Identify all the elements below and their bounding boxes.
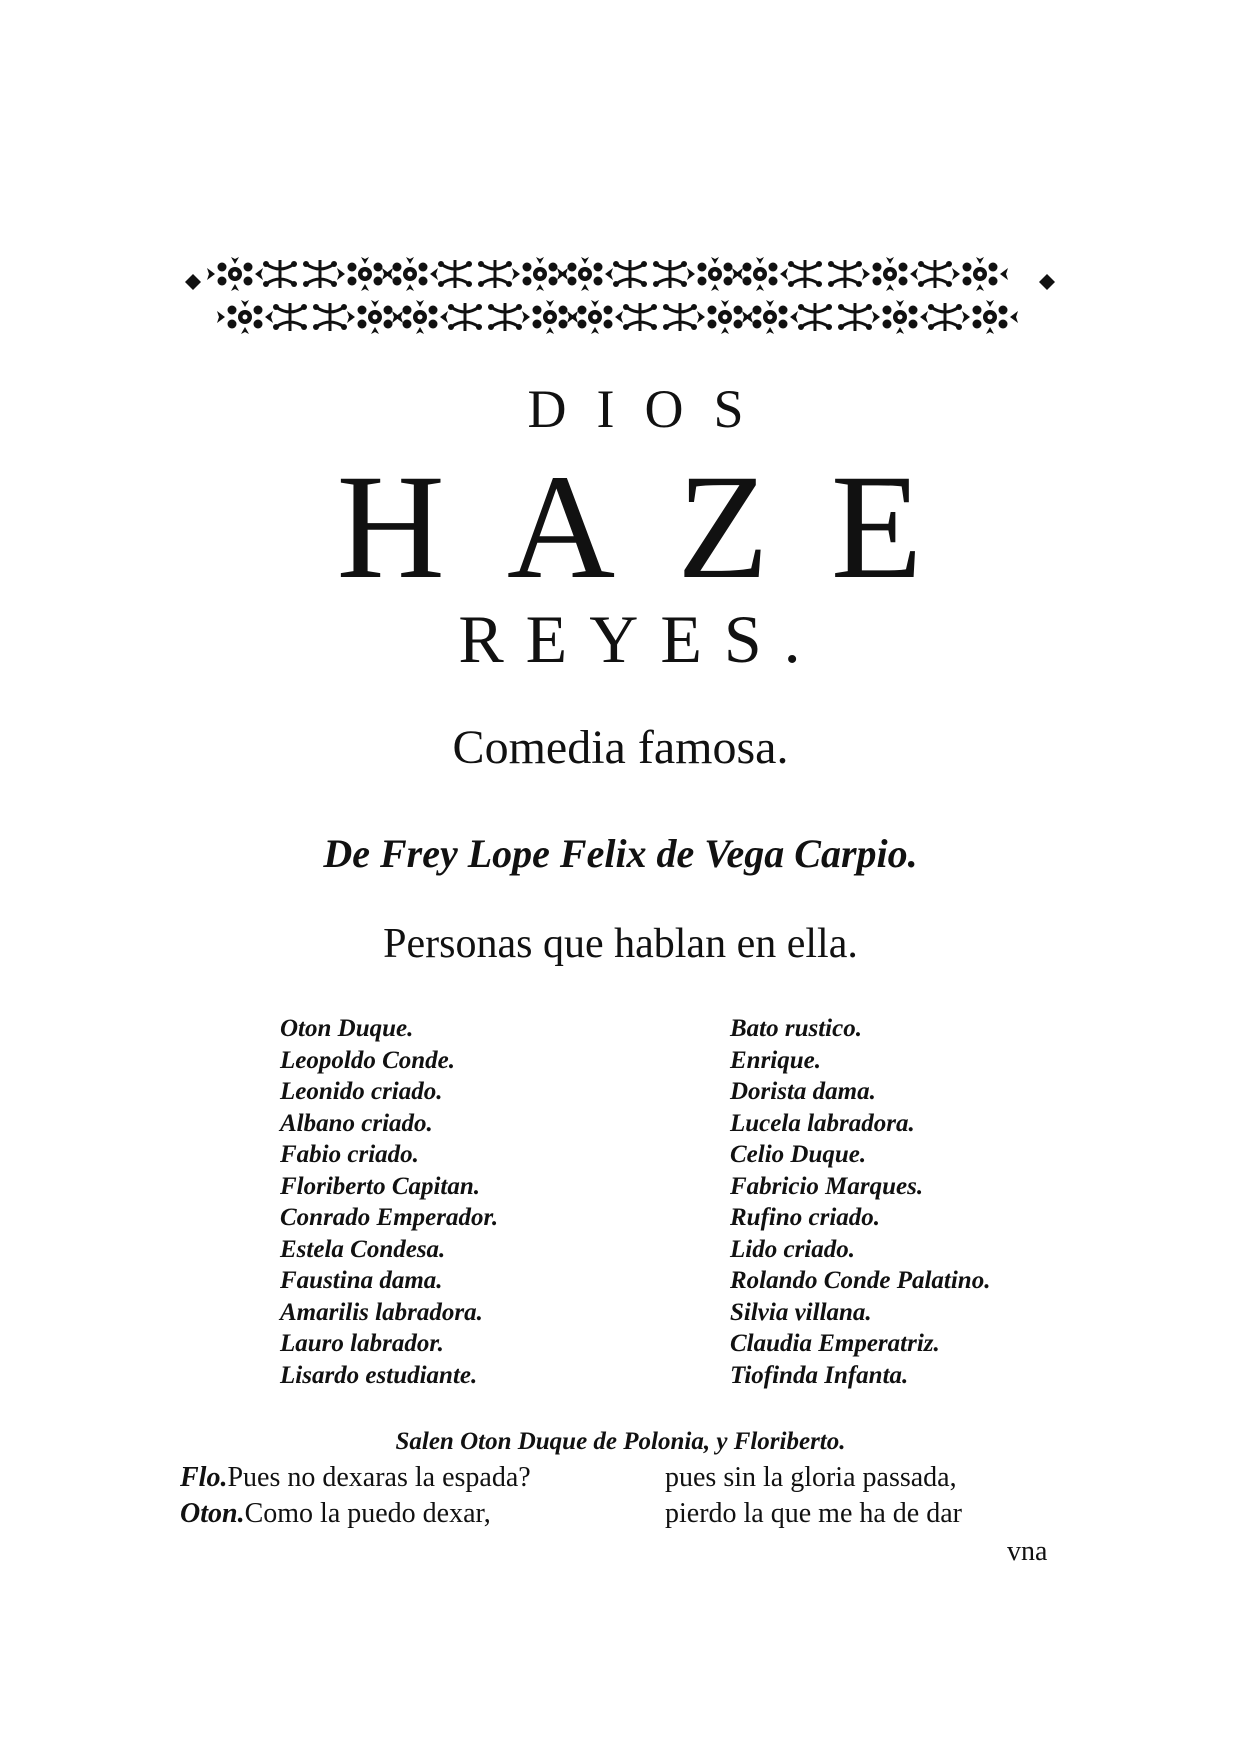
ornamental-header-band (185, 252, 1055, 362)
verse-line (180, 1460, 531, 1496)
cast-item: Leopoldo Conde. (280, 1046, 455, 1074)
speaker-label: Oton. (180, 1498, 245, 1529)
cast-item: Estela Condesa. (280, 1235, 446, 1263)
cast-item: Enrique. (730, 1046, 822, 1074)
cast-list-right (730, 1013, 990, 1391)
cast-item: Claudia Emperatriz. (730, 1330, 940, 1357)
subtitle: Comedia famosa. (452, 721, 789, 774)
cast-list-left (280, 1013, 498, 1391)
cast-item: Rufino criado. (730, 1204, 881, 1231)
cast-item: Lucela labradora. (730, 1109, 915, 1137)
cast-item: Conrado Emperador. (280, 1204, 499, 1231)
title-line-haze: HAZE (336, 444, 985, 610)
cast-item: Rolando Conde Palatino. (730, 1267, 991, 1294)
cast-item: Lisardo estudiante. (280, 1361, 478, 1389)
cast-item: Lauro labrador. (280, 1330, 444, 1357)
cast-item: Floriberto Capitan. (280, 1172, 481, 1200)
cast-item: Oton Duque. (280, 1015, 414, 1042)
cast-item: Leonido criado. (280, 1078, 443, 1105)
verse-line (665, 1496, 962, 1532)
author-line: De Frey Lope Felix de Vega Carpio. (323, 831, 918, 876)
cast-item: Albano criado. (280, 1109, 433, 1137)
verse-text: pues sin la gloria passada, (665, 1462, 957, 1493)
title-line-reyes: REYES. (458, 601, 823, 677)
personas-heading: Personas que hablan en ella. (383, 921, 858, 967)
cast-item: Celio Duque. (730, 1141, 867, 1168)
cast-item: Silvia villana. (730, 1298, 872, 1326)
cast-item: Fabricio Marques. (730, 1172, 924, 1200)
verse-line (180, 1496, 491, 1532)
verse-text: pierdo la que me ha de dar (665, 1498, 962, 1529)
cast-item: Amarilis labradora. (280, 1298, 483, 1326)
verse-text: Pues no dexaras la espada? (227, 1462, 531, 1493)
cast-item: Dorista dama. (730, 1078, 876, 1105)
verse-text: Como la puedo dexar, (244, 1498, 491, 1529)
title-line-dios: DIOS (527, 379, 774, 439)
speaker-label: Flo. (180, 1462, 228, 1493)
cast-item: Tiofinda Infanta. (730, 1361, 909, 1389)
cast-item: Lido criado. (730, 1235, 855, 1263)
stage-direction: Salen Oton Duque de Polonia, y Floriberto. (395, 1428, 846, 1455)
cast-item: Faustina dama. (280, 1267, 443, 1294)
catchword: vna (1007, 1536, 1048, 1567)
cast-item: Bato rustico. (730, 1015, 862, 1042)
cast-item: Fabio criado. (280, 1141, 419, 1168)
verse-line (665, 1460, 957, 1496)
